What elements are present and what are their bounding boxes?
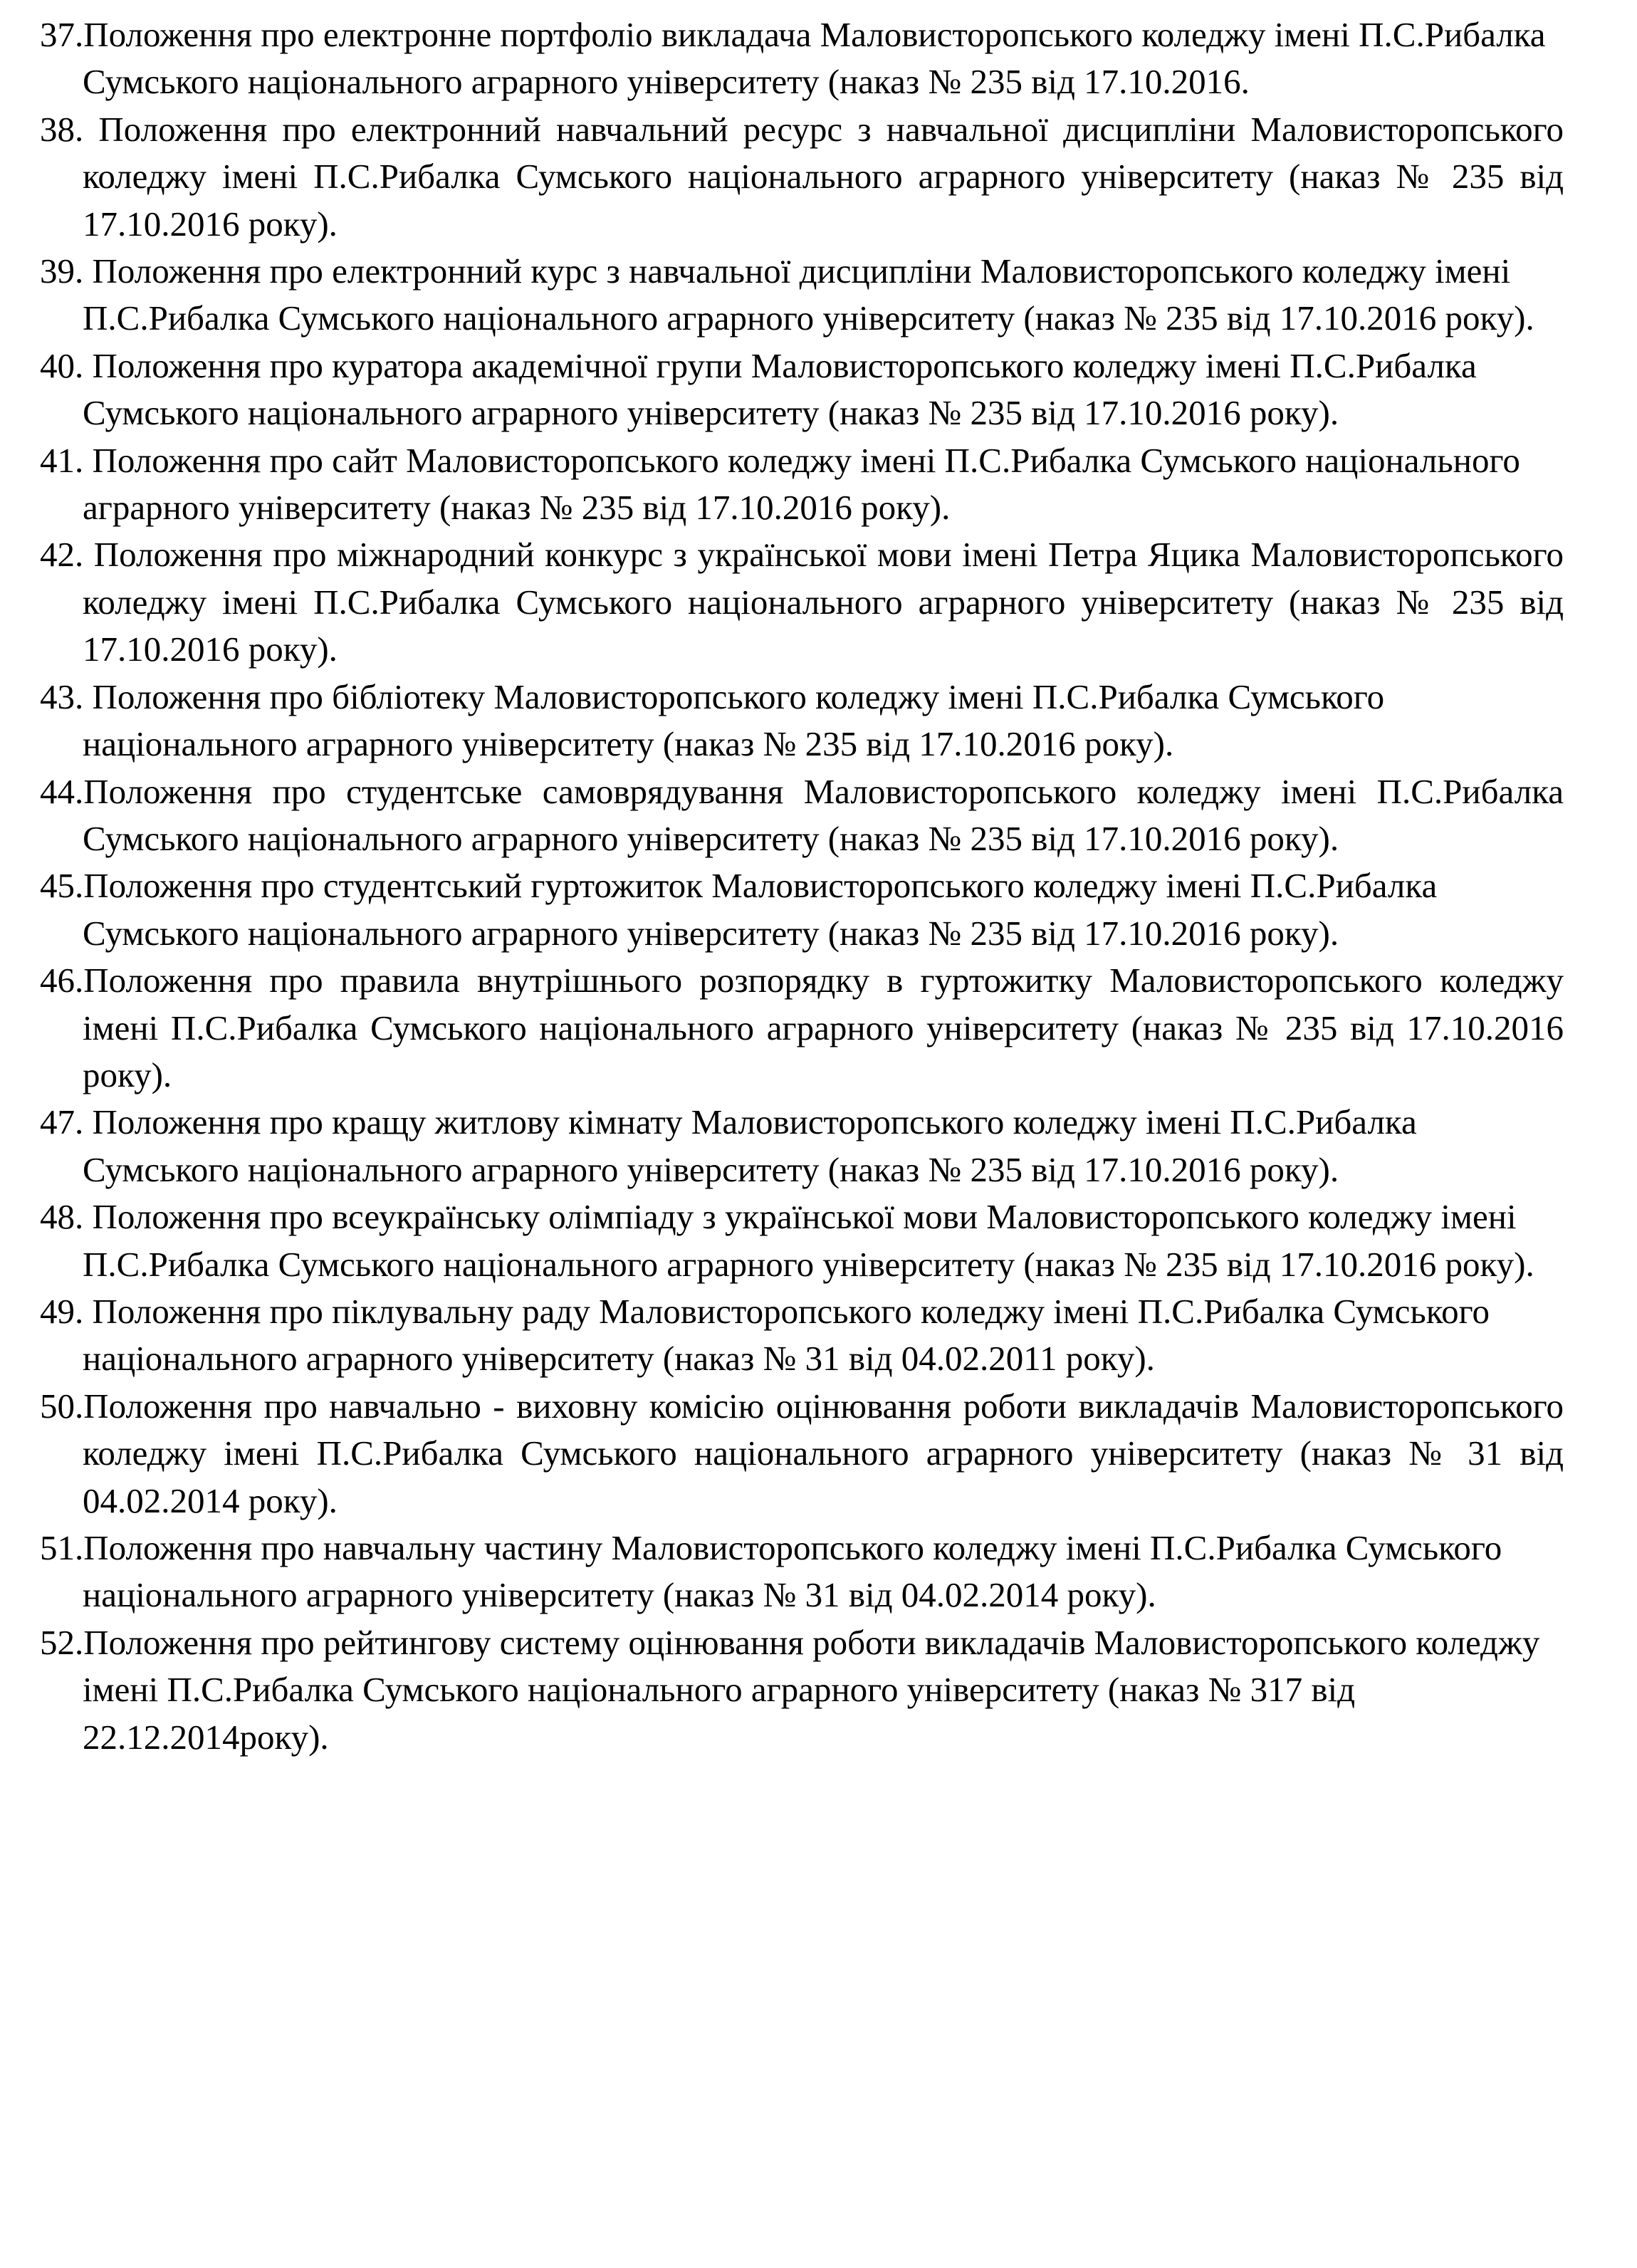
item-number: 49. bbox=[40, 1291, 84, 1331]
item-text: Положення про кращу житлову кімнату Маловисторопського коледжу імені П.С.Рибалка Сумського національного аграрного університету (наказ № 235 від 17.10.2016 року). bbox=[83, 1102, 1417, 1189]
list-item bbox=[40, 343, 1564, 437]
item-text: Положення про сайт Маловисторопського коледжу імені П.С.Рибалка Сумського національного аграрного університету (наказ № 235 від 17.10.2016 року). bbox=[83, 440, 1520, 528]
item-number: 48. bbox=[40, 1197, 84, 1237]
list-item bbox=[40, 862, 1564, 957]
item-number: 50. bbox=[40, 1386, 84, 1426]
list-item bbox=[40, 957, 1564, 1099]
item-number: 40. bbox=[40, 345, 84, 385]
list-item bbox=[40, 1193, 1564, 1288]
item-text: Положення про студентський гуртожиток Маловисторопського коледжу імені П.С.Рибалка Сумського національного аграрного університету (наказ № 235 від 17.10.2016 року). bbox=[83, 866, 1438, 953]
list-item bbox=[40, 1099, 1564, 1193]
list-item bbox=[40, 531, 1564, 673]
item-text: Положення про рейтингову систему оцінювання роботи викладачів Маловисторопського коледжу імені П.С.Рибалка Сумського національного аграрного університету (наказ № 317 від 22.12.2014року). bbox=[83, 1622, 1540, 1757]
item-text: Положення про бібліотеку Маловисторопського коледжу імені П.С.Рибалка Сумського національного аграрного університету (наказ № 235 від 17.10.2016 року). bbox=[83, 676, 1385, 764]
item-text: Положення про всеукраїнську олімпіаду з української мови Маловисторопського коледжу імені П.С.Рибалка Сумського національного аграрного університету (наказ № 235 від 17.10.2016 року). bbox=[83, 1197, 1534, 1284]
item-text: Положення про правила внутрішнього розпорядку в гуртожитку Маловисторопського коледжу імені П.С.Рибалка Сумського національного аграрного університету (наказ № 235 від 17.10.2016 року). bbox=[83, 961, 1564, 1094]
list-item bbox=[40, 1383, 1564, 1525]
item-text: Положення про куратора академічної групи Маловисторопського коледжу імені П.С.Рибалка Сумського національного аграрного університету (наказ № 235 від 17.10.2016 року). bbox=[83, 345, 1477, 433]
list-item bbox=[40, 106, 1564, 248]
list-item bbox=[40, 1619, 1564, 1761]
item-number: 37. bbox=[40, 15, 84, 54]
item-number: 43. bbox=[40, 676, 84, 716]
item-number: 42. bbox=[40, 535, 84, 575]
item-text: Положення про студентське самоврядування Маловисторопського коледжу імені П.С.Рибалка Сумського національного аграрного університету (наказ № 235 від 17.10.2016 року). bbox=[83, 771, 1564, 858]
list-item bbox=[40, 1288, 1564, 1383]
item-text: Положення про піклувальну раду Маловисторопського коледжу імені П.С.Рибалка Сумського національного аграрного університету (наказ № 31 від 04.02.2011 року). bbox=[83, 1291, 1490, 1379]
list-item bbox=[40, 1525, 1564, 1619]
item-number: 46. bbox=[40, 961, 84, 1000]
item-number: 44. bbox=[40, 771, 84, 811]
list-item bbox=[40, 768, 1564, 863]
list-item bbox=[40, 248, 1564, 343]
item-text: Положення про електронний навчальний ресурс з навчальної дисципліни Маловисторопського коледжу імені П.С.Рибалка Сумського національного аграрного університету (наказ № 235 від 17.10.2016 року). bbox=[83, 109, 1564, 244]
item-number: 38. bbox=[40, 109, 84, 149]
item-text: Положення про електронне портфоліо викладача Маловисторопського коледжу імені П.С.Рибалка Сумського національного аграрного університету (наказ № 235 від 17.10.2016. bbox=[83, 15, 1546, 102]
item-text: Положення про міжнародний конкурс з української мови імені Петра Яцика Маловисторопського коледжу імені П.С.Рибалка Сумського національного аграрного університету (наказ № 235 від 17.10.2016 року). bbox=[83, 535, 1564, 669]
list-item bbox=[40, 11, 1564, 106]
item-number: 47. bbox=[40, 1102, 84, 1142]
list-item bbox=[40, 674, 1564, 768]
item-text: Положення про навчально - виховну комісію оцінювання роботи викладачів Маловисторопського коледжу імені П.С.Рибалка Сумського національного аграрного університету (наказ № 31 від 04.02.2014 року). bbox=[83, 1386, 1564, 1520]
list-item bbox=[40, 437, 1564, 532]
item-number: 39. bbox=[40, 251, 84, 291]
item-number: 41. bbox=[40, 440, 84, 480]
item-number: 51. bbox=[40, 1528, 84, 1567]
item-number: 52. bbox=[40, 1622, 84, 1662]
item-text: Положення про електронний курс з навчальної дисципліни Маловисторопського коледжу імені П.С.Рибалка Сумського національного аграрного університету (наказ № 235 від 17.10.2016 року). bbox=[83, 251, 1534, 338]
regulations-list bbox=[40, 11, 1564, 1761]
item-number: 45. bbox=[40, 866, 84, 906]
item-text: Положення про навчальну частину Маловисторопського коледжу імені П.С.Рибалка Сумського національного аграрного університету (наказ № 31 від 04.02.2014 року). bbox=[83, 1528, 1502, 1615]
